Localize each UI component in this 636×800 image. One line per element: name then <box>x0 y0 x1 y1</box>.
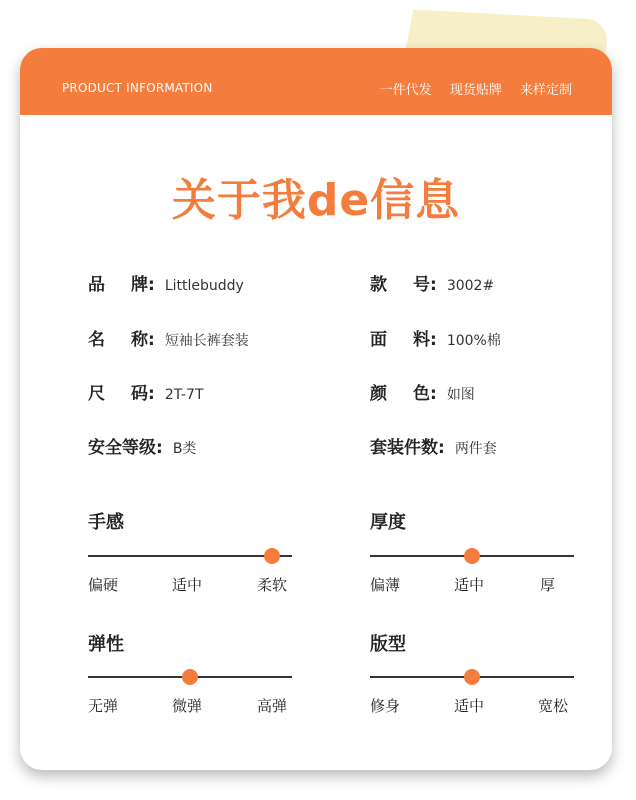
elasticity-knob <box>182 669 198 685</box>
feel-tick-high: 柔软 <box>257 576 288 594</box>
spec-label: 品牌 <box>88 275 148 295</box>
feel-tick-mid: 适中 <box>172 576 203 594</box>
thickness-tick-mid: 适中 <box>454 576 485 594</box>
spec-style-no: 款号: 3002# <box>370 270 494 295</box>
spec-brand: 品牌: Littlebuddy <box>88 270 244 295</box>
spec-value: Littlebuddy <box>164 278 244 294</box>
thickness-title: 厚度 <box>370 512 406 533</box>
spec-name: 名称: 短袖长裤套装 <box>88 325 249 350</box>
spec-value: 100%棉 <box>446 333 501 349</box>
thickness-knob <box>464 548 480 564</box>
spec-label: 颜色 <box>370 384 430 404</box>
spec-fabric: 面料: 100%棉 <box>370 325 501 350</box>
page-title: 关于我de信息 <box>171 175 461 226</box>
spec-label: 尺码 <box>88 384 148 404</box>
spec-value: 2T-7T <box>164 387 204 403</box>
fit-knob <box>464 669 480 685</box>
header-left-text: PRODUCT INFORMATION <box>62 81 213 95</box>
fit-title: 版型 <box>370 634 406 655</box>
fit-tick-mid: 适中 <box>454 697 485 715</box>
elasticity-tick-mid: 微弹 <box>172 697 203 715</box>
spec-label: 套装件数 <box>370 438 438 458</box>
spec-value: B类 <box>172 441 197 457</box>
elasticity-title: 弹性 <box>88 634 124 655</box>
product-info-card <box>20 48 612 770</box>
spec-value: 如图 <box>446 387 475 403</box>
fit-tick-low: 修身 <box>370 697 401 715</box>
spec-value: 两件套 <box>454 441 497 457</box>
header-bar <box>20 48 612 115</box>
spec-size: 尺码: 2T-7T <box>88 379 204 404</box>
spec-label: 款号 <box>370 275 430 295</box>
feel-title: 手感 <box>88 512 124 533</box>
thickness-tick-high: 厚 <box>540 576 556 594</box>
header-right-items <box>366 79 572 98</box>
elasticity-tick-high: 高弹 <box>257 697 288 715</box>
spec-set-count: 套装件数: 两件套 <box>370 433 497 458</box>
header-item-custom: 来样定制 <box>519 83 572 98</box>
feel-knob <box>264 548 280 564</box>
elasticity-track <box>88 676 292 678</box>
feel-track <box>88 555 292 557</box>
feel-tick-low: 偏硬 <box>88 576 119 594</box>
fit-track <box>370 676 574 678</box>
spec-label: 安全等级 <box>88 438 156 458</box>
spec-label: 名称 <box>88 330 148 350</box>
thickness-tick-low: 偏薄 <box>370 576 401 594</box>
thickness-track <box>370 555 574 557</box>
spec-safety: 安全等级: B类 <box>88 433 196 458</box>
spec-label: 面料 <box>370 330 430 350</box>
spec-color: 颜色: 如图 <box>370 379 475 404</box>
fit-tick-high: 宽松 <box>538 697 569 715</box>
spec-value: 短袖长裤套装 <box>164 333 249 349</box>
header-item-label-brand: 现货贴牌 <box>449 83 502 98</box>
spec-value: 3002# <box>446 278 495 294</box>
header-item-dropship: 一件代发 <box>379 83 432 98</box>
elasticity-tick-low: 无弹 <box>88 697 119 715</box>
